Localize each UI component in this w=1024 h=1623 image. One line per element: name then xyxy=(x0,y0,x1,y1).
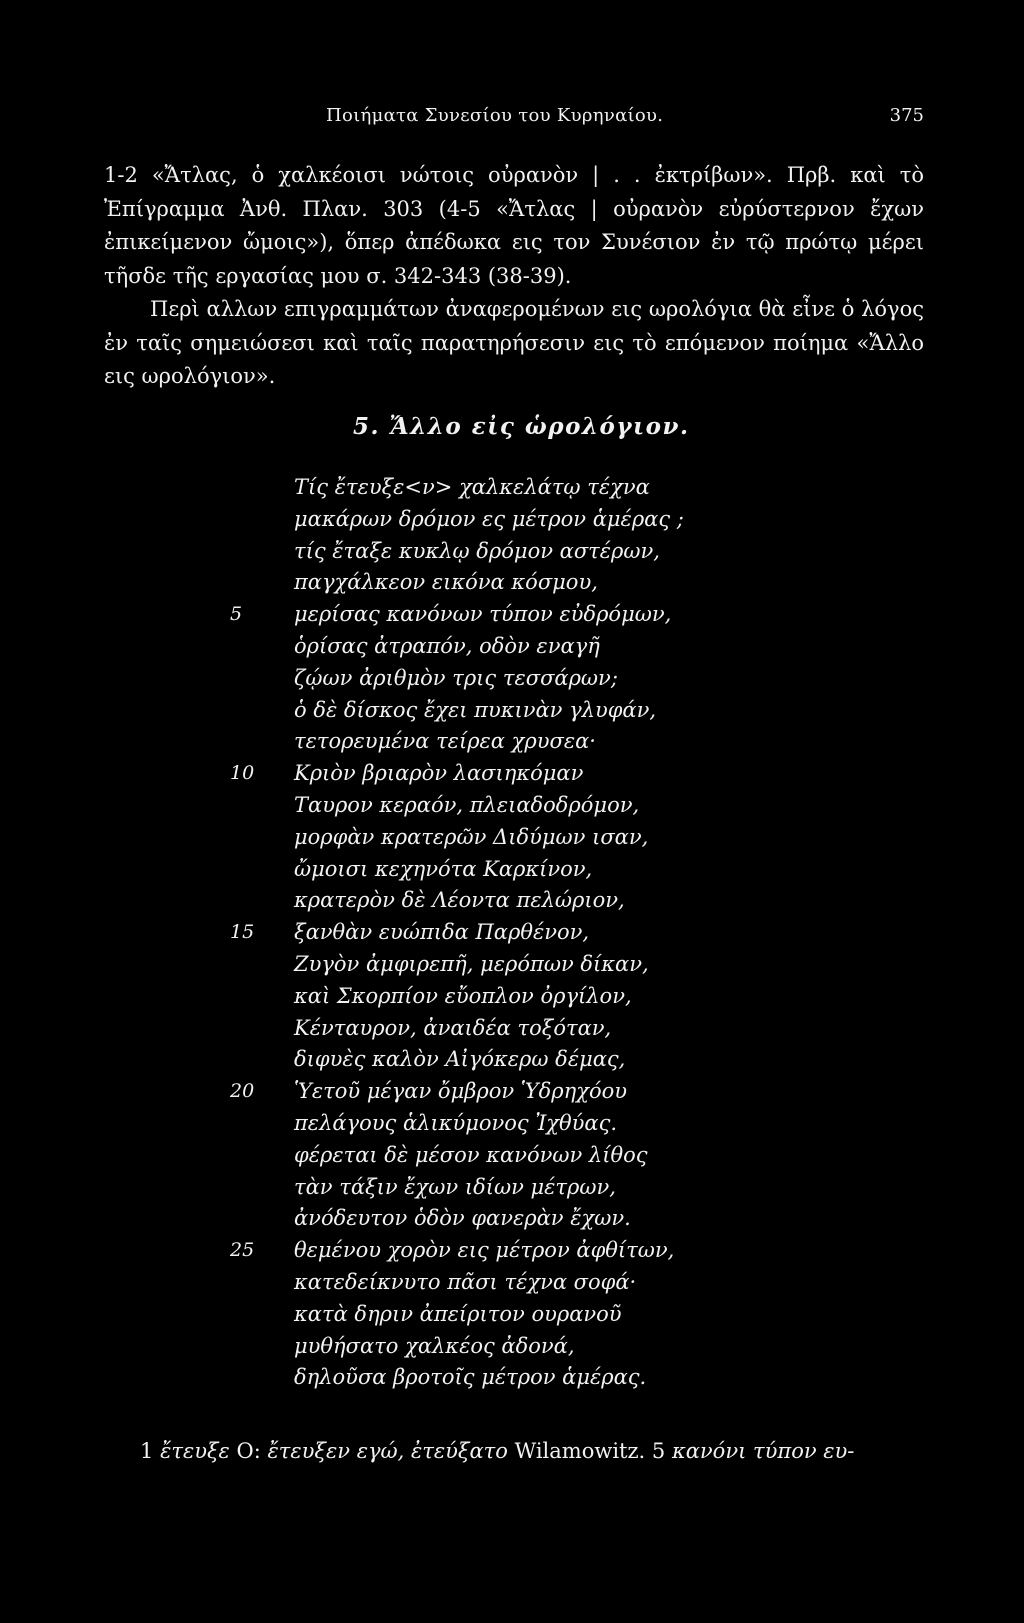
verse-text: ὁ δὲ δίσκος ἔχει πυκινὰν γλυφάν, xyxy=(294,697,657,722)
poem-line xyxy=(230,472,930,504)
line-number: 15 xyxy=(230,921,255,944)
poem-line xyxy=(230,1044,930,1076)
verse-text: τετορευμένα τείρεα χρυσεα· xyxy=(294,729,596,754)
verse-text: μυθήσατο χαλκέος ἀδονά, xyxy=(294,1333,575,1358)
verse-text: καὶ Σκορπίον εὔοπλον ὀργίλον, xyxy=(294,983,632,1008)
poem-line xyxy=(230,695,930,727)
poem-line xyxy=(230,599,930,631)
poem-line xyxy=(230,885,930,917)
line-number: 5 xyxy=(230,603,243,626)
apparatus-line-ref: 1 xyxy=(140,1439,154,1463)
poem-line xyxy=(230,1076,930,1108)
poem-line xyxy=(230,1108,930,1140)
poem-line xyxy=(230,822,930,854)
verse-text: Τίς ἔτευξε<ν> χαλκελάτῳ τέχνα xyxy=(294,475,650,499)
critical-apparatus xyxy=(140,1436,930,1466)
apparatus-editor: Wilamowitz. xyxy=(514,1439,646,1463)
verse-text: Κένταυρον, ἀναιδέα τοξόταν, xyxy=(294,1015,612,1040)
poem-line xyxy=(230,726,930,758)
poem-line xyxy=(230,567,930,599)
poem-body xyxy=(230,472,930,1394)
verse-text: Ταυρον κεραόν, πλειαδοδρόμον, xyxy=(294,792,640,817)
verse-text: πελάγους ἁλικύμονος Ἰχθύας. xyxy=(294,1110,618,1135)
verse-text: ξανθὰν ευώπιδα Παρθένον, xyxy=(294,920,590,945)
verse-text: φέρεται δὲ μέσον κανόνων λίθος xyxy=(294,1142,648,1167)
poem-line xyxy=(230,1172,930,1204)
verse-text: τίς ἔταξε κυκλῳ δρόμον αστέρων, xyxy=(294,538,660,563)
poem-line xyxy=(230,758,930,790)
apparatus-readings: ἔτευξεν εγώ, ἐτεύξατο xyxy=(267,1439,508,1463)
poem-line xyxy=(230,1267,930,1299)
verse-text: μερίσας κανόνων τύπον εὐδρόμων, xyxy=(294,602,672,627)
line-number: 25 xyxy=(230,1239,255,1262)
poem-line xyxy=(230,663,930,695)
verse-text: ἀνόδευτον ὁδὸν φανερὰν ἔχων. xyxy=(294,1206,631,1231)
apparatus-lemma: ἔτευξε xyxy=(160,1439,230,1463)
verse-text: Ὑετοῦ μέγαν ὄμβρον Ὑδρηχόου xyxy=(294,1079,627,1104)
poem-line xyxy=(230,790,930,822)
verse-text: θεμένου χορὸν εις μέτρον ἀφθίτων, xyxy=(294,1238,675,1263)
poem-line xyxy=(230,854,930,886)
verse-text: κατὰ δηριν ἀπείριτον ουρανοῦ xyxy=(294,1301,622,1326)
commentary-notes xyxy=(104,159,924,394)
line-number: 10 xyxy=(230,762,255,785)
poem-line xyxy=(230,917,930,949)
poem-line xyxy=(230,536,930,568)
poem-line xyxy=(230,1299,930,1331)
verse-text: τὰν τάξιν ἔχων ιδίων μέτρων, xyxy=(294,1174,616,1199)
verse-text: ὤμοισι κεχηνότα Καρκίνον, xyxy=(294,856,593,881)
poem-line xyxy=(230,1235,930,1267)
page-number: 375 xyxy=(889,105,924,126)
poem-line xyxy=(230,504,930,536)
verse-text: κατεδείκνυτο πᾶσι τέχνα σοφά· xyxy=(294,1269,637,1294)
verse-text: παγχάλκεον εικόνα κόσμου, xyxy=(294,570,598,595)
verse-text: ὁρίσας ἀτραπόν, οδὸν εναγῆ xyxy=(294,633,600,658)
apparatus-continuation: κανόνι τύπον ευ- xyxy=(671,1439,855,1463)
verse-text: Κριὸν βριαρὸν λασιηκόμαν xyxy=(294,761,584,786)
apparatus-line-ref: 5 xyxy=(651,1439,666,1463)
verse-text: διφυὲς καλὸν Αἰγόκερω δέμας, xyxy=(294,1047,626,1072)
poem-line xyxy=(230,949,930,981)
poem-title: 5. Ἄλλο εἰς ὡρολόγιον. xyxy=(353,413,690,440)
apparatus-siglum: O: xyxy=(236,1439,261,1463)
poem-line xyxy=(230,1140,930,1172)
poem-line xyxy=(230,1331,930,1363)
poem-line xyxy=(230,981,930,1013)
verse-text: ζῴων ἀριθμὸν τρις τεσσάρων; xyxy=(294,665,618,690)
verse-text: Ζυγὸν ἀμφιρεπῆ, μερόπων δίκαν, xyxy=(294,951,649,976)
poem-line xyxy=(230,631,930,663)
poem-line xyxy=(230,1013,930,1045)
verse-text: μορφὰν κρατερῶν Διδύμων ισαν, xyxy=(294,824,649,849)
verse-text: δηλοῦσα βροτοῖς μέτρον ἁμέρας. xyxy=(294,1365,647,1390)
verse-text: κρατερὸν δὲ Λέοντα πελώριον, xyxy=(294,888,625,913)
running-title: Ποιήματα Συνεσίου του Κυρηναίου. xyxy=(326,105,664,126)
poem-line xyxy=(230,1362,930,1394)
poem-line xyxy=(230,1203,930,1235)
commentary-paragraph: 1-2 «Ἄτλας, ὁ χαλκέοισι νώτοις οὐρανὸν | . . ἐκτρίβων». Πρβ. καὶ τὸ Ἐπίγραμμα Ἀνθ. Πλαν. 303 (4-5 «Ἄτλας | οὐρανὸν εὐρύστερνον ἔχων ἐπικείμενον ὤμοις»), ὅπερ ἀπέδωκα εις τον Συνέσιον ἐν τῷ πρώτῳ μέρει τῆσδε τῆς εργασίας μου σ. 342-343 (38-39). xyxy=(104,163,924,288)
line-number: 20 xyxy=(230,1080,255,1103)
commentary-paragraph: Περὶ αλλων επιγραμμάτων ἀναφερομένων εις ωρολόγια θὰ εἶνε ὁ λόγος ἐν ταῖς σημειώσεσι καὶ ταῖς παρατηρήσεσιν εις τὸ επόμενον ποίημα «Ἄλλο εις ωρολόγιον». xyxy=(104,297,924,388)
verse-text: μακάρων δρόμον ες μέτρον ἁμέρας ; xyxy=(294,506,684,531)
